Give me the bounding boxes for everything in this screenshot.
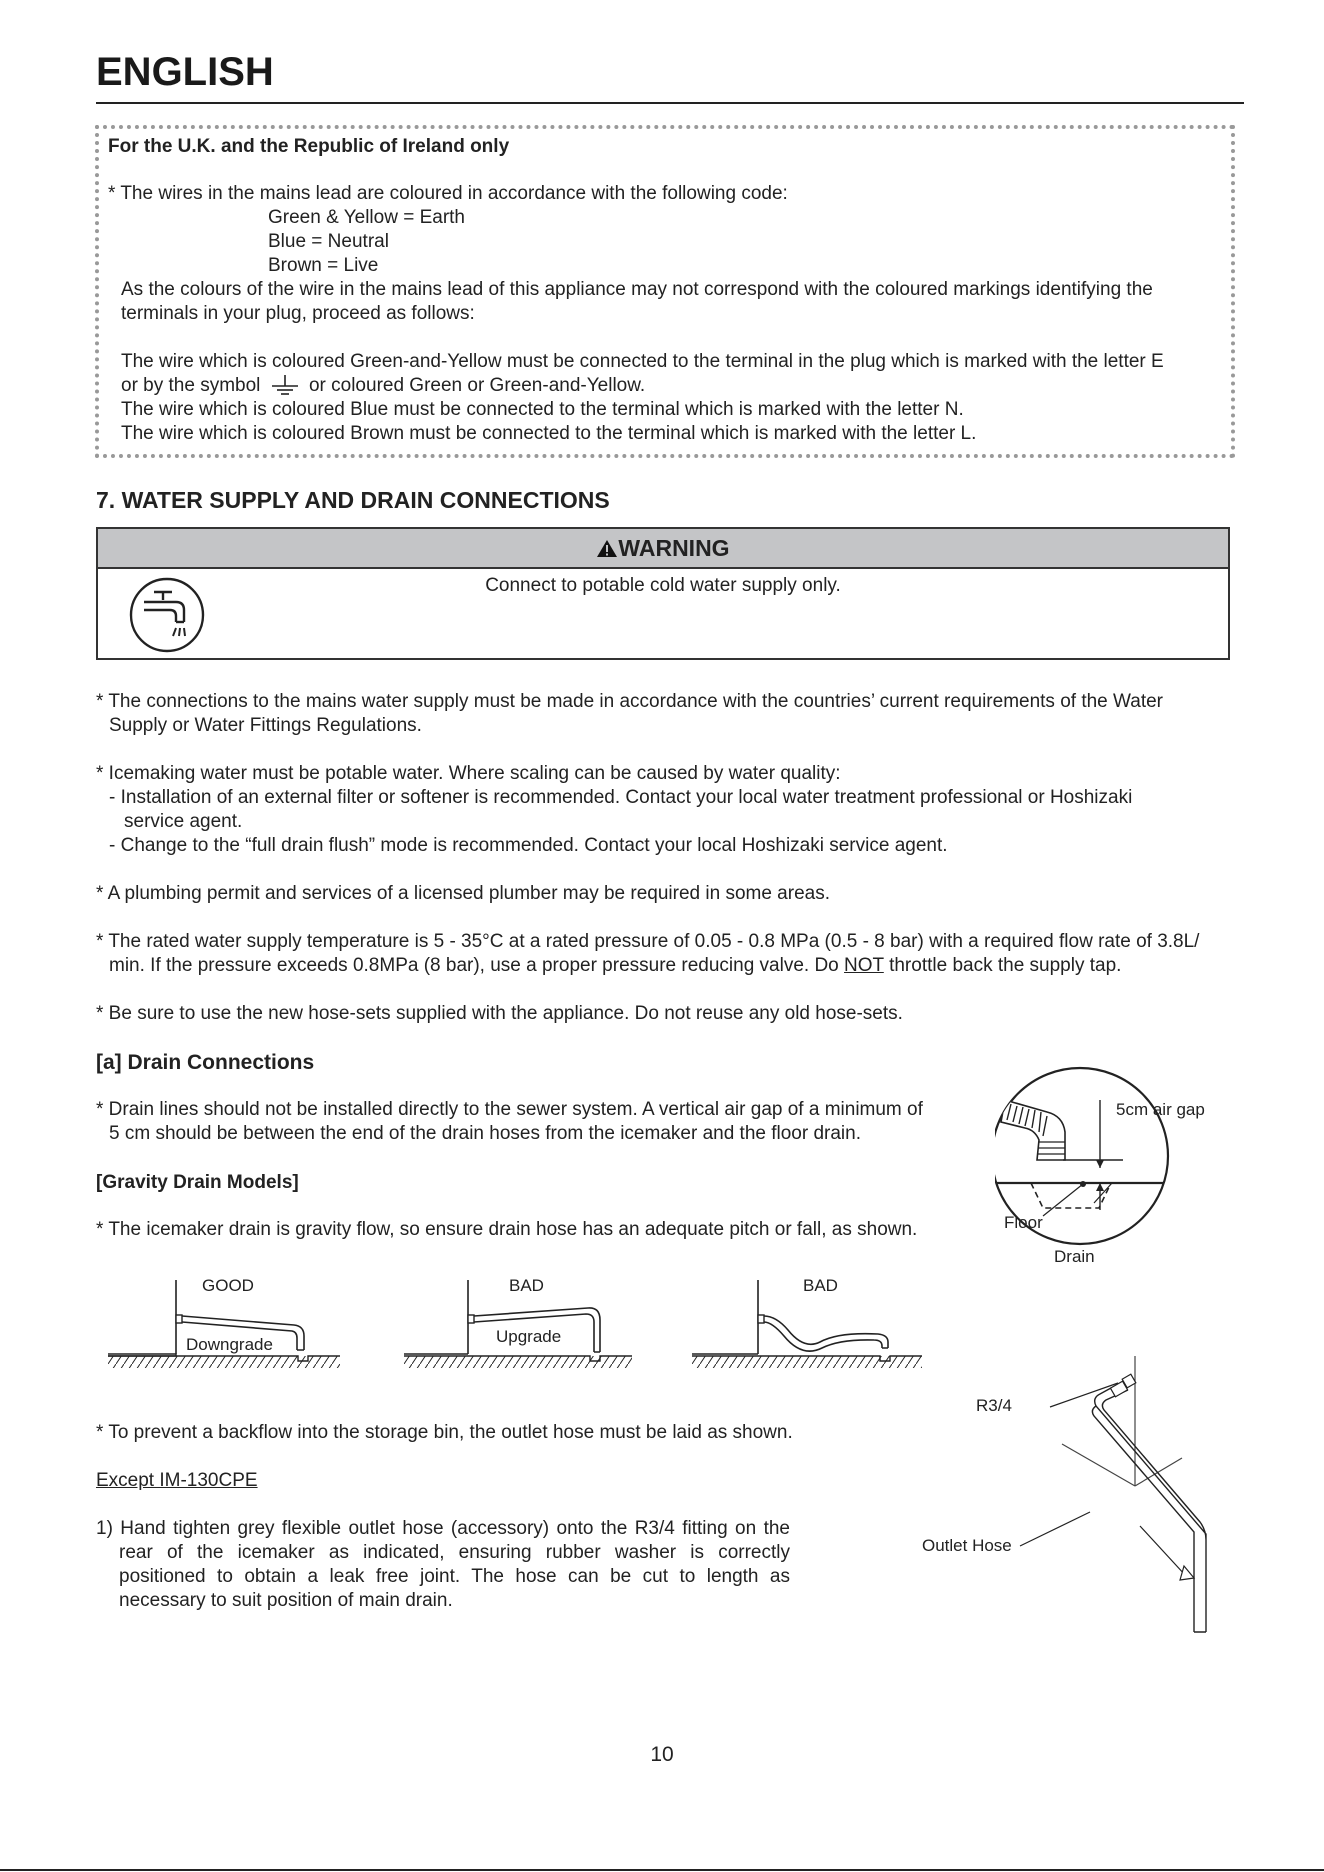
earth-symbol-icon (268, 374, 302, 396)
live-wire-line: The wire which is coloured Brown must be connected to the terminal which is marked with the letter L. (121, 423, 977, 444)
plumbing-permit-line: * A plumbing permit and services of a licensed plumber may be required in some areas. (96, 883, 830, 904)
warning-label: WARNING (618, 535, 730, 561)
cold-water-tap-icon (128, 576, 206, 654)
page-number: 10 (650, 1743, 674, 1766)
r34-label: R3/4 (976, 1396, 1012, 1415)
wire-code-intro: * The wires in the mains lead are coloured in accordance with the following code: (108, 183, 788, 204)
rated-supply-line2-a: min. If the pressure exceeds 0.8MPa (8 bar), use a proper pressure reducing valve. Do (109, 955, 839, 976)
wire-code-live: Brown = Live (268, 255, 379, 276)
gravity-drain-title: [Gravity Drain Models] (96, 1172, 299, 1193)
gravity-flow-line: * The icemaker drain is gravity flow, so ensure drain hose has an adequate pitch or fall, as shown. (96, 1219, 918, 1240)
hose-sets-line: * Be sure to use the new hose-sets supplied with the appliance. Do not reuse any old hose-sets. (96, 1003, 903, 1024)
potable-water-line3: service agent. (124, 811, 243, 832)
wire-code-earth: Green & Yellow = Earth (268, 207, 465, 228)
potable-water-line1: * Icemaking water must be potable water. Where scaling can be caused by water quality: (96, 763, 841, 784)
air-gap-label: 5cm air gap (1116, 1100, 1205, 1119)
header-rule (96, 102, 1244, 104)
drain-connections-title: [a] Drain Connections (96, 1051, 315, 1074)
outlet-hose-label: Outlet Hose (922, 1536, 1012, 1555)
warning-triangle-icon (596, 539, 618, 558)
warning-header (98, 529, 1228, 569)
drain-label: Drain (1054, 1247, 1095, 1266)
neutral-wire-line: The wire which is coloured Blue must be connected to the terminal which is marked with the letter N. (121, 399, 964, 420)
earth-wire-line2-a: or by the symbol (121, 375, 261, 396)
warning-box (96, 527, 1230, 660)
language-heading: ENGLISH (96, 50, 274, 94)
outlet-hose-diagram (1010, 1350, 1210, 1640)
backflow-line: * To prevent a backflow into the storage bin, the outlet hose must be laid as shown. (96, 1422, 793, 1443)
earth-wire-line2-b: or coloured Green or Green-and-Yellow. (308, 375, 646, 396)
step-1-text: 1) Hand tighten grey flexible outlet hose (accessory) onto the R3/4 fitting on the rear of the icemaker as indicated, ensuring rubber washer is correctly positioned to obtain a leak free joint. The hose can be cut to length as necessary to suit position of main drain. (96, 1518, 790, 1611)
air-gap-line2: 5 cm should be between the end of the drain hoses from the icemaker and the floor drain. (109, 1123, 862, 1144)
potable-water-line4: - Change to the “full drain flush” mode is recommended. Contact your local Hoshizaki service agent. (109, 835, 948, 856)
bad-label-1: BAD (509, 1276, 544, 1295)
warning-text: Connect to potable cold water supply only. (485, 575, 841, 596)
wire-code-neutral: Blue = Neutral (268, 231, 389, 252)
rated-supply-line2-b: throttle back the supply tap. (889, 955, 1122, 976)
not-emphasis: NOT (844, 955, 884, 976)
rated-supply-line2 (109, 954, 1121, 978)
regulations-line2: Supply or Water Fittings Regulations. (109, 715, 422, 736)
good-label: GOOD (202, 1276, 254, 1295)
upgrade-label: Upgrade (496, 1327, 562, 1346)
rated-supply-line1: * The rated water supply temperature is 5 - 35°C at a rated pressure of 0.05 - 0.8 MPa (0.5 - 8 bar) with a required flow rate of 3.8L/ (96, 931, 1200, 952)
uk-notice-title: For the U.K. and the Republic of Ireland only (108, 136, 510, 157)
earth-wire-line1: The wire which is coloured Green-and-Yellow must be connected to the terminal in the plug which is marked with the letter E (121, 351, 1164, 372)
regulations-line1: * The connections to the mains water supply must be made in accordance with the countries’ current requirements of the Water (96, 691, 1163, 712)
except-model-label: Except IM-130CPE (96, 1470, 258, 1491)
air-gap-line1: * Drain lines should not be installed directly to the sewer system. A vertical air gap of a minimum of (96, 1099, 923, 1120)
bottom-rule (0, 1869, 1324, 1871)
section-7-title: 7. WATER SUPPLY AND DRAIN CONNECTIONS (96, 487, 610, 513)
earth-wire-line2 (121, 374, 645, 398)
downgrade-label: Downgrade (186, 1335, 273, 1354)
colours-note-line1: As the colours of the wire in the mains lead of this appliance may not correspond with the coloured markings identifying the (121, 279, 1153, 300)
drain-pointer (1060, 1175, 1140, 1255)
potable-water-line2: - Installation of an external filter or softener is recommended. Contact your local water treatment professional or Hoshizaki (109, 787, 1133, 808)
bad-label-2: BAD (803, 1276, 838, 1295)
colours-note-line2: terminals in your plug, proceed as follows: (121, 303, 475, 324)
floor-label: Floor (1004, 1213, 1043, 1232)
